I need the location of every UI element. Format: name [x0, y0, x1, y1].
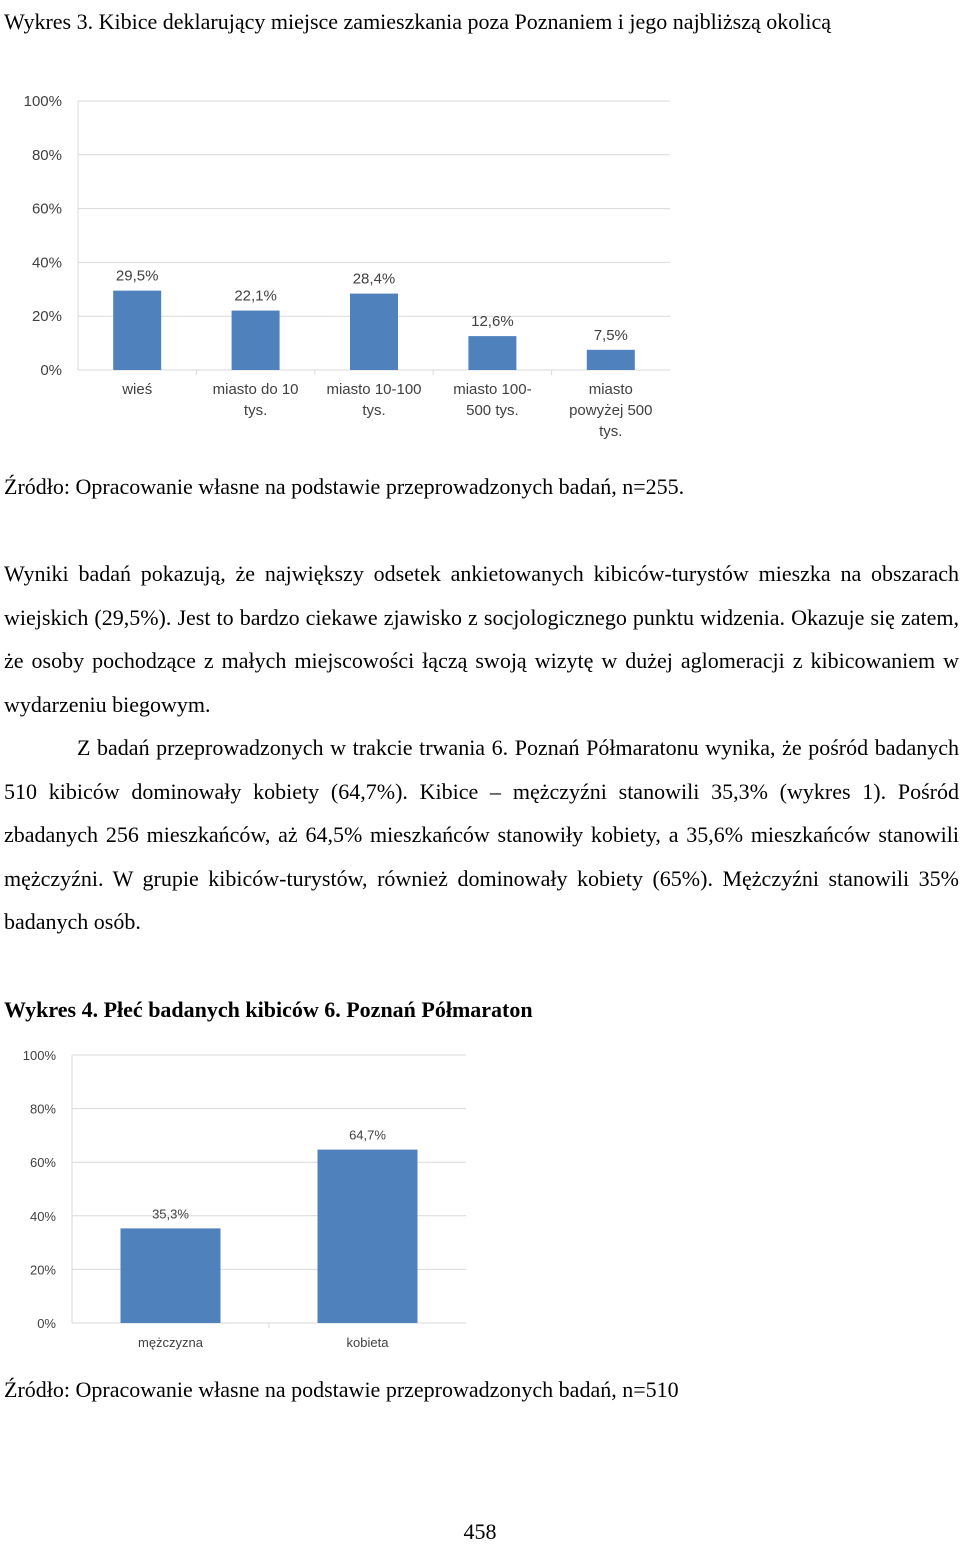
bar	[121, 1228, 221, 1323]
page-number: 458	[463, 1519, 497, 1544]
bar	[318, 1150, 418, 1323]
category-label: kobieta	[346, 1335, 389, 1350]
y-tick-label: 80%	[29, 1101, 56, 1117]
y-tick-label: 60%	[31, 200, 62, 218]
category-label: miasto 100-	[453, 381, 532, 398]
category-label: miasto do 10	[212, 381, 299, 398]
paragraph-1: Wyniki badań pokazują, że największy odsetek ankietowanych kibiców-turystów mieszka na obszarach wiejskich (29,5%). Jest to bardzo ciekawe zjawisko z socjologicznego punktu widzenia. Okazuje się zatem, że osoby pochodzące z małych miejscowości łączą swoją wizytę w dużej aglomeracji z kibicowaniem w wydarzeniu biegowym.	[4, 561, 959, 717]
bar	[232, 311, 280, 370]
y-tick-label: 20%	[29, 1262, 56, 1278]
chart1-source: Źródło: Opracowanie własne na podstawie przeprowadzonych badań, n=255.	[4, 474, 685, 499]
body-text	[4, 552, 959, 944]
y-tick-label: 0%	[37, 1316, 56, 1331]
chart2-heading: Wykres 4. Płeć badanych kibiców 6. Poznań Półmaraton	[4, 997, 533, 1022]
category-label: wieś	[122, 381, 153, 398]
category-label: 500 tys.	[466, 402, 519, 419]
chart2	[0, 1040, 480, 1360]
bar	[587, 350, 635, 370]
category-label: powyżej 500	[569, 402, 653, 419]
y-tick-label: 100%	[23, 93, 62, 110]
data-label: 29,5%	[115, 267, 159, 285]
category-label: mężczyzna	[137, 1335, 204, 1350]
category-label: tys.	[243, 402, 268, 419]
chart1-heading: Wykres 3. Kibice deklarujący miejsce zamieszkania poza Poznaniem i jego najbliższą okolicą	[4, 9, 832, 34]
bar	[468, 336, 516, 370]
category-label: tys.	[599, 423, 623, 440]
y-tick-label: 80%	[31, 146, 62, 164]
chart1	[0, 88, 700, 450]
category-label: miasto	[588, 381, 633, 398]
data-label: 7,5%	[593, 326, 628, 344]
data-label: 64,7%	[349, 1127, 386, 1143]
data-label: 12,6%	[471, 313, 514, 331]
paragraph-2: Z badań przeprowadzonych w trakcie trwania 6. Poznań Półmaratonu wynika, że pośród badanych 510 kibiców dominowały kobiety (64,7%). Kibice – mężczyźni stanowili 35,3% (wykres 1). Pośród zbadanych 256 mieszkańców, aż 64,5% mieszkańców stanowiły kobiety, a 35,6% mieszkańców stanowili mężczyźni. W grupie kibiców-turystów, również dominowały kobiety (65%). Mężczyźni stanowili 35% badanych osób.	[4, 735, 959, 934]
data-label: 35,3%	[152, 1206, 189, 1222]
category-label: tys.	[362, 402, 386, 419]
bar	[113, 291, 161, 370]
y-tick-label: 20%	[31, 308, 62, 326]
data-label: 28,4%	[352, 270, 396, 288]
y-tick-label: 0%	[40, 362, 62, 379]
y-tick-label: 40%	[29, 1208, 56, 1224]
bar	[350, 294, 398, 370]
y-tick-label: 40%	[31, 254, 62, 272]
y-tick-label: 60%	[29, 1155, 56, 1171]
chart2-source: Źródło: Opracowanie własne na podstawie przeprowadzonych badań, n=510	[4, 1377, 679, 1402]
category-label: miasto 10-100	[326, 381, 422, 398]
data-label: 22,1%	[234, 287, 277, 305]
y-tick-label: 100%	[22, 1048, 56, 1063]
